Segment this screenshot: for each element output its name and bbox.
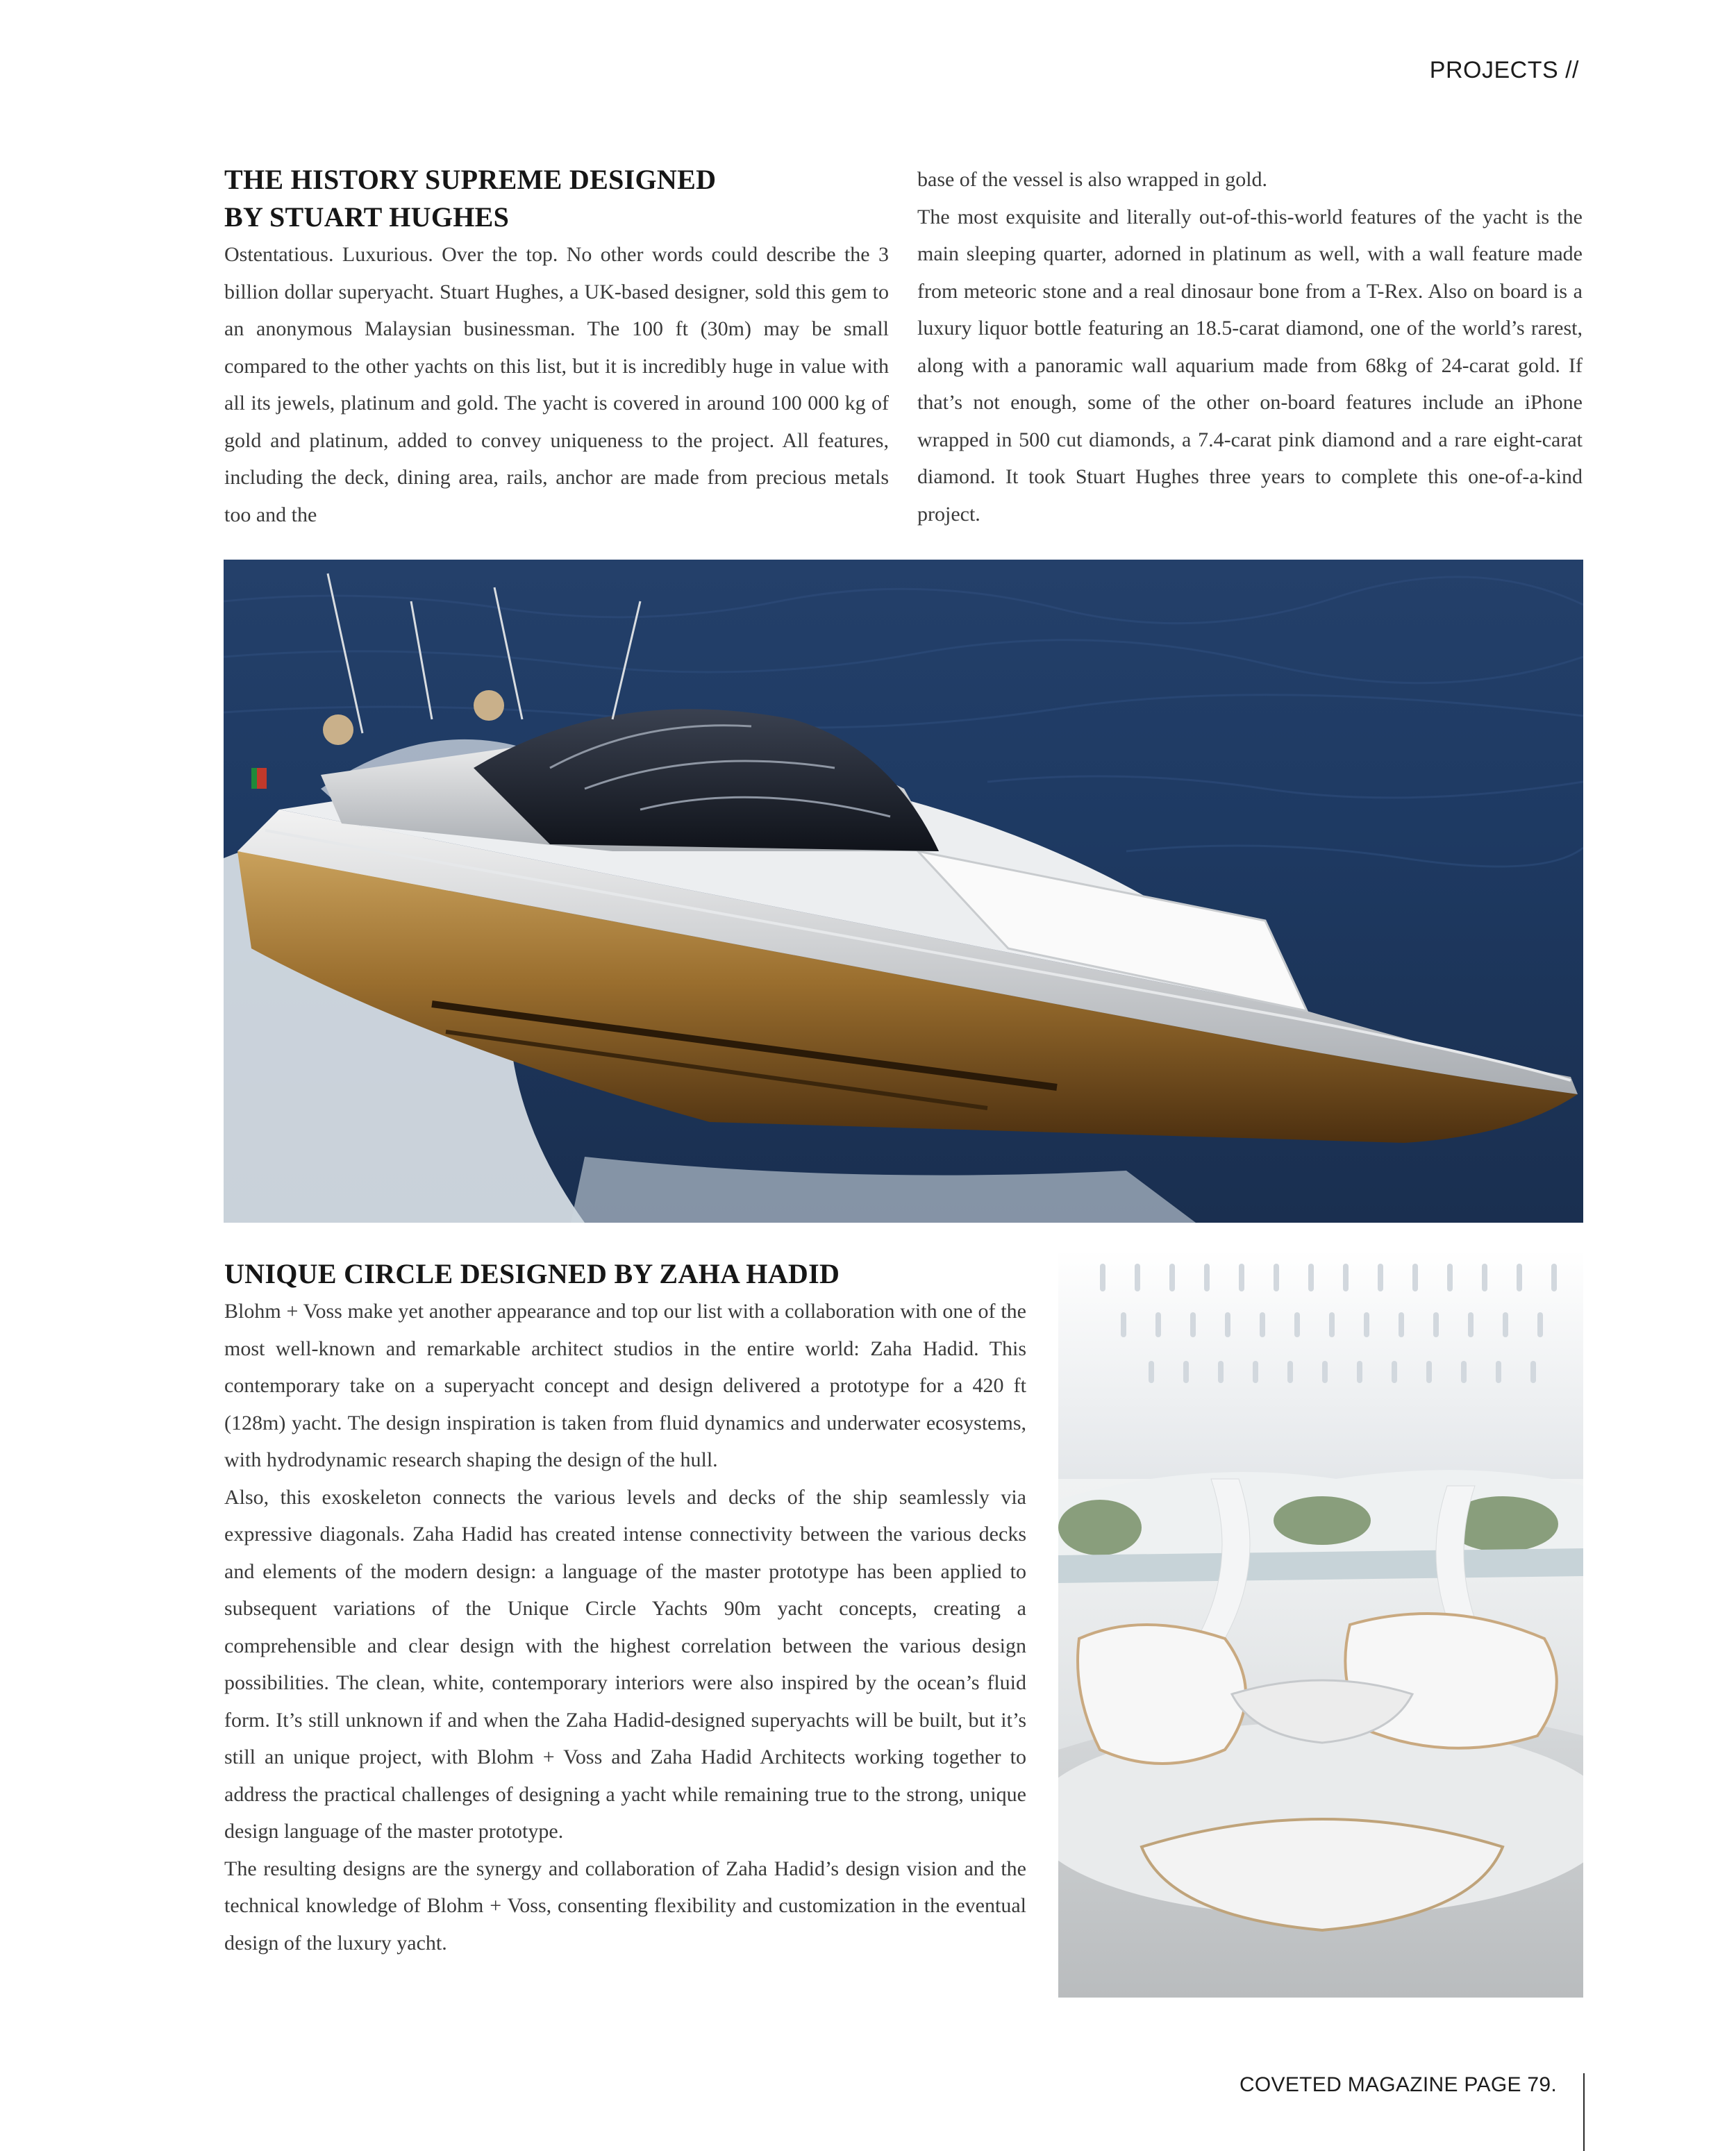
article-history-supreme-col1 — [224, 161, 889, 533]
heading-line-2: BY STUART HUGHES — [224, 201, 510, 233]
article-heading — [224, 161, 889, 236]
yacht-interior-photo — [1058, 1250, 1583, 1998]
article-heading: UNIQUE CIRCLE DESIGNED BY ZAHA HADID — [224, 1258, 840, 1289]
article-body-paragraph: base of the vessel is also wrapped in gold. — [917, 168, 1268, 191]
footer-divider — [1583, 2073, 1585, 2151]
article-body-paragraph: Ostentatious. Luxurious. Over the top. No other words could describe the 3 billion dollar superyacht. Stuart Hughes, a UK-based designer, sold this gem to an anonymous Malaysian businessman. The 100 ft (30m) may be small compared to the other yachts on this list, but it is incredibly huge in value with all its jewels, platinum and gold. The yacht is covered in around 100 000 kg of gold and platinum, added to convey uniqueness to the project. All features, including the deck, dining area, rails, anchor are made from precious metals too and the — [224, 243, 889, 526]
article-history-supreme-col2 — [917, 161, 1583, 533]
article-body-paragraph: The resulting designs are the synergy and collaboration of Zaha Hadid’s design vision and the technical knowledge of Blohm + Voss, consenting flexibility and customization in the eventual design of the luxury yacht. — [224, 1857, 1026, 1955]
section-tag: PROJECTS // — [1429, 57, 1579, 83]
article-unique-circle — [224, 1255, 1026, 1961]
yacht-photo — [224, 560, 1583, 1223]
article-body-paragraph: Blohm + Voss make yet another appearance and top our list with a collaboration with one of the most well-known and remarkable architect studios in the entire world: Zaha Hadid. This contemporary take on a superyacht concept and design delivered a prototype for a 420 ft (128m) yacht. The design inspiration is taken from fluid dynamics and underwater ecosystems, with hydrodynamic research shaping the design of the hull. — [224, 1300, 1026, 1471]
heading-line-1: THE HISTORY SUPREME DESIGNED — [224, 164, 717, 195]
article-body-paragraph: Also, this exoskeleton connects the various levels and decks of the ship seamlessly via expressive diagonals. Zaha Hadid has created intense connectivity between the various decks and elements of the modern design: a language of the master prototype has been applied to subsequent variations of the Unique Circle Yachts 90m yacht concepts, creating a comprehensible and clear design with the highest correlation between the various design possibilities. The clean, white, contemporary interiors were also inspired by the ocean’s fluid form. It’s still unknown if and when the Zaha Hadid-designed superyachts will be built, but it’s still an unique project, with Blohm + Voss and Zaha Hadid Architects working together to address the practical challenges of designing a yacht while remaining true to the strong, unique design language of the master prototype. — [224, 1485, 1026, 1843]
article-body-paragraph: The most exquisite and literally out-of-this-world features of the yacht is the main sleeping quarter, adorned in platinum as well, with a wall feature made from meteoric stone and a real dinosaur bone from a T-Rex. Also on board is a luxury liquor bottle featuring an 18.5-carat diamond, one of the world’s rarest, along with a panoramic wall aquarium made from 68kg of 24-carat gold. If that’s not enough, some of the other on-board features include an iPhone wrapped in 500 cut diamonds, a 7.4-carat pink diamond and a rare eight-carat diamond. It took Stuart Hughes three years to complete this one-of-a-kind project. — [917, 205, 1583, 526]
page-footer: COVETED MAGAZINE PAGE 79. — [1239, 2073, 1557, 2096]
